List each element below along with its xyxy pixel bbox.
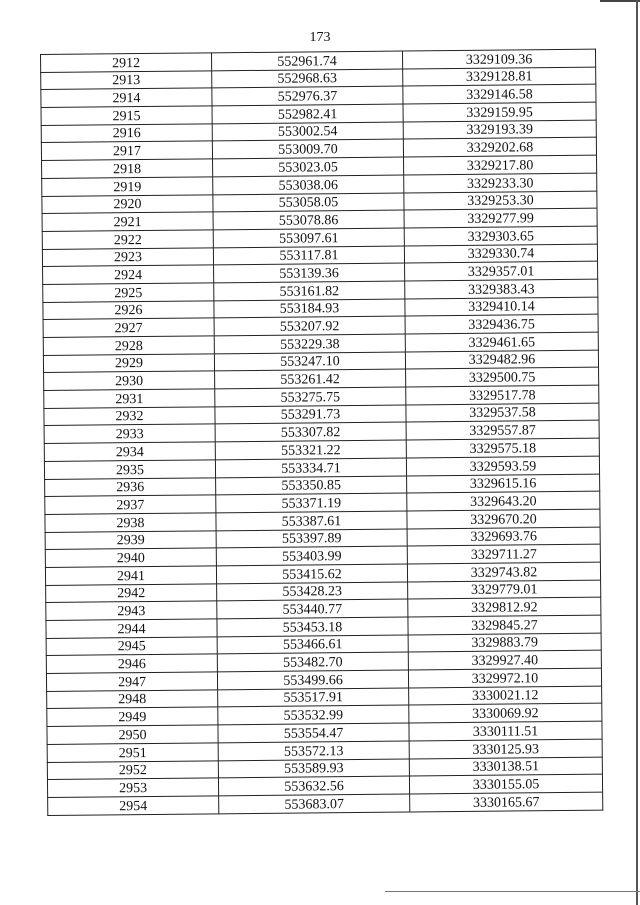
x-coordinate-cell: 553499.66	[217, 670, 408, 690]
x-coordinate-cell: 553440.77	[217, 599, 408, 619]
y-coordinate-cell: 3329557.87	[406, 421, 599, 441]
x-coordinate-cell: 553097.61	[213, 228, 404, 248]
x-coordinate-cell: 553532.99	[218, 705, 409, 725]
point-number-cell: 2917	[41, 141, 212, 160]
point-number-cell: 2931	[44, 389, 215, 408]
y-coordinate-cell: 3329357.01	[405, 261, 598, 281]
point-number-cell: 2933	[44, 424, 215, 443]
y-coordinate-cell: 3329812.92	[408, 597, 601, 617]
point-number-cell: 2928	[43, 336, 214, 355]
x-coordinate-cell: 553466.61	[217, 635, 408, 655]
x-coordinate-cell: 553229.38	[214, 334, 405, 354]
x-coordinate-cell: 553117.81	[213, 246, 404, 266]
point-number-cell: 2934	[44, 442, 215, 461]
x-coordinate-cell: 553009.70	[212, 139, 403, 159]
x-coordinate-cell: 553207.92	[214, 316, 405, 336]
scan-edge-right	[636, 0, 638, 905]
x-coordinate-cell: 553428.23	[217, 582, 408, 602]
point-number-cell: 2920	[42, 194, 213, 213]
x-coordinate-cell: 553397.89	[216, 529, 407, 549]
y-coordinate-cell: 3329972.10	[408, 668, 601, 688]
y-coordinate-cell: 3329537.58	[406, 403, 599, 423]
x-coordinate-cell: 553321.22	[215, 440, 406, 460]
x-coordinate-cell: 553002.54	[212, 122, 403, 142]
y-coordinate-cell: 3329670.20	[407, 509, 600, 529]
y-coordinate-cell: 3330165.67	[410, 792, 603, 812]
scan-edge-top	[600, 0, 640, 2]
point-number-cell: 2939	[45, 530, 216, 549]
x-coordinate-cell: 552976.37	[212, 86, 403, 106]
x-coordinate-cell: 553261.42	[215, 369, 406, 389]
point-number-cell: 2950	[47, 725, 218, 744]
point-number-cell: 2918	[42, 159, 213, 178]
x-coordinate-cell: 553275.75	[215, 387, 406, 407]
x-coordinate-cell: 553078.86	[213, 210, 404, 230]
x-coordinate-cell: 553453.18	[217, 617, 408, 637]
y-coordinate-cell: 3329159.95	[403, 102, 596, 122]
x-coordinate-cell: 553482.70	[217, 652, 408, 672]
y-coordinate-cell: 3329202.68	[403, 138, 596, 158]
y-coordinate-cell: 3329146.58	[403, 85, 596, 105]
y-coordinate-cell: 3329643.20	[407, 491, 600, 511]
point-number-cell: 2936	[45, 477, 216, 496]
y-coordinate-cell: 3329615.16	[407, 474, 600, 494]
page-number: 173	[309, 30, 331, 45]
scan-edge-bottom	[385, 891, 640, 892]
point-number-cell: 2932	[44, 407, 215, 426]
y-coordinate-cell: 3329517.78	[406, 385, 599, 405]
point-number-cell: 2927	[43, 318, 214, 337]
y-coordinate-cell: 3329277.99	[404, 208, 597, 228]
y-coordinate-cell: 3329845.27	[408, 615, 601, 635]
x-coordinate-cell: 553683.07	[219, 794, 410, 814]
point-number-cell: 2924	[43, 265, 214, 284]
x-coordinate-cell: 553247.10	[214, 352, 405, 372]
coordinate-table-body	[41, 49, 603, 815]
x-coordinate-cell: 553307.82	[215, 422, 406, 442]
point-number-cell: 2926	[43, 300, 214, 319]
x-coordinate-cell: 553554.47	[218, 723, 409, 743]
y-coordinate-cell: 3329693.76	[407, 527, 600, 547]
y-coordinate-cell: 3329575.18	[406, 438, 599, 458]
point-number-cell: 2921	[42, 212, 213, 231]
point-number-cell: 2942	[46, 583, 217, 602]
y-coordinate-cell: 3329217.80	[404, 155, 597, 175]
x-coordinate-cell: 553415.62	[216, 564, 407, 584]
point-number-cell: 2945	[46, 637, 217, 656]
x-coordinate-cell: 553139.36	[214, 263, 405, 283]
y-coordinate-cell: 3329193.39	[403, 120, 596, 140]
y-coordinate-cell: 3329743.82	[407, 562, 600, 582]
x-coordinate-cell: 553058.05	[213, 193, 404, 213]
y-coordinate-cell: 3329779.01	[408, 580, 601, 600]
point-number-cell: 2935	[44, 460, 215, 479]
point-number-cell: 2948	[47, 690, 218, 709]
point-number-cell: 2912	[41, 53, 212, 72]
point-number-cell: 2937	[45, 495, 216, 514]
y-coordinate-cell: 3330021.12	[409, 686, 602, 706]
point-number-cell: 2929	[43, 354, 214, 373]
y-coordinate-cell: 3329927.40	[408, 651, 601, 671]
y-coordinate-cell: 3330125.93	[409, 739, 602, 759]
x-coordinate-cell: 553589.93	[218, 758, 409, 778]
x-coordinate-cell: 553632.56	[218, 776, 409, 796]
point-number-cell: 2954	[48, 796, 219, 815]
y-coordinate-cell: 3329233.30	[404, 173, 597, 193]
x-coordinate-cell: 552968.63	[212, 69, 403, 89]
y-coordinate-cell: 3329482.96	[405, 350, 598, 370]
point-number-cell: 2940	[45, 548, 216, 567]
x-coordinate-cell: 553371.19	[216, 493, 407, 513]
x-coordinate-cell: 553184.93	[214, 299, 405, 319]
x-coordinate-cell: 553403.99	[216, 546, 407, 566]
x-coordinate-cell: 553023.05	[213, 157, 404, 177]
y-coordinate-cell: 3329711.27	[407, 544, 600, 564]
point-number-cell: 2951	[47, 743, 218, 762]
point-number-cell: 2952	[47, 760, 218, 779]
y-coordinate-cell: 3329500.75	[406, 368, 599, 388]
x-coordinate-cell: 553350.85	[216, 476, 407, 496]
coordinate-table	[40, 49, 603, 816]
point-number-cell: 2919	[42, 177, 213, 196]
x-coordinate-cell: 553517.91	[218, 688, 409, 708]
y-coordinate-cell: 3330155.05	[409, 774, 602, 794]
y-coordinate-cell: 3329109.36	[402, 49, 595, 69]
point-number-cell: 2930	[44, 371, 215, 390]
point-number-cell: 2915	[41, 106, 212, 125]
point-number-cell: 2913	[41, 71, 212, 90]
y-coordinate-cell: 3329461.65	[405, 332, 598, 352]
y-coordinate-cell: 3330111.51	[409, 721, 602, 741]
x-coordinate-cell: 553291.73	[215, 405, 406, 425]
coordinate-table-container	[40, 49, 599, 816]
y-coordinate-cell: 3329410.14	[405, 297, 598, 317]
y-coordinate-cell: 3329128.81	[403, 67, 596, 87]
y-coordinate-cell: 3329383.43	[405, 279, 598, 299]
x-coordinate-cell: 552982.41	[212, 104, 403, 124]
y-coordinate-cell: 3329883.79	[408, 633, 601, 653]
point-number-cell: 2925	[43, 283, 214, 302]
point-number-cell: 2944	[46, 619, 217, 638]
y-coordinate-cell: 3329593.59	[406, 456, 599, 476]
point-number-cell: 2941	[45, 566, 216, 585]
point-number-cell: 2938	[45, 513, 216, 532]
x-coordinate-cell: 553334.71	[215, 458, 406, 478]
x-coordinate-cell: 553387.61	[216, 511, 407, 531]
point-number-cell: 2916	[41, 124, 212, 143]
point-number-cell: 2947	[46, 672, 217, 691]
point-number-cell: 2923	[42, 247, 213, 266]
y-coordinate-cell: 3330138.51	[409, 757, 602, 777]
point-number-cell: 2953	[47, 778, 218, 797]
y-coordinate-cell: 3329436.75	[405, 314, 598, 334]
point-number-cell: 2946	[46, 654, 217, 673]
y-coordinate-cell: 3329303.65	[404, 226, 597, 246]
point-number-cell: 2922	[42, 230, 213, 249]
y-coordinate-cell: 3330069.92	[409, 704, 602, 724]
point-number-cell: 2949	[47, 707, 218, 726]
x-coordinate-cell: 553038.06	[213, 175, 404, 195]
point-number-cell: 2943	[46, 601, 217, 620]
x-coordinate-cell: 553572.13	[218, 741, 409, 761]
x-coordinate-cell: 552961.74	[211, 51, 402, 71]
x-coordinate-cell: 553161.82	[214, 281, 405, 301]
point-number-cell: 2914	[41, 88, 212, 107]
y-coordinate-cell: 3329330.74	[404, 244, 597, 264]
y-coordinate-cell: 3329253.30	[404, 191, 597, 211]
